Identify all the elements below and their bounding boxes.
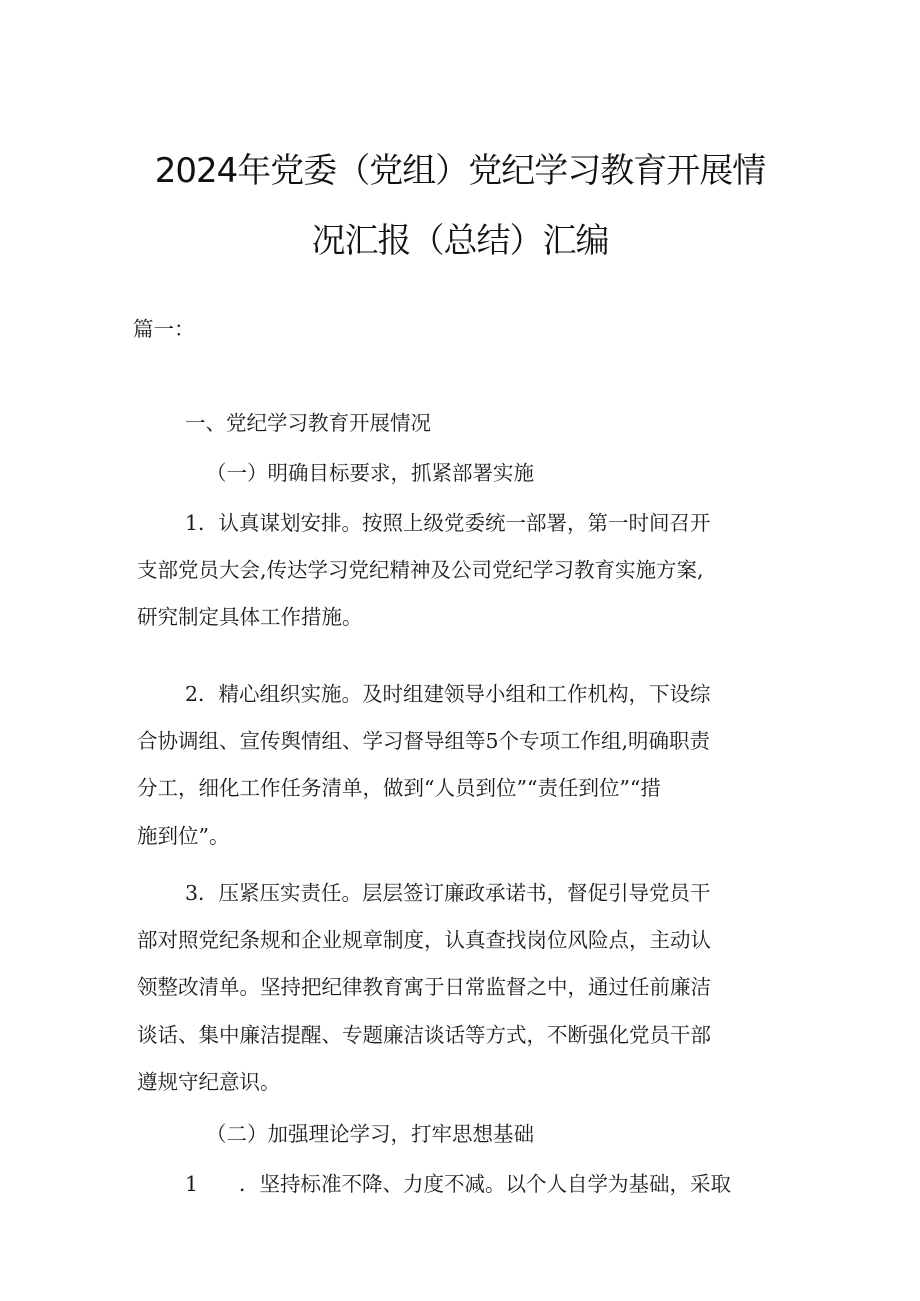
paragraph-line: 合协调组、宣传舆情组、学习督导组等5个专项工作组,明确职责 [137, 729, 711, 753]
paragraph-line: 谈话、集中廉洁提醒、专题廉洁谈话等方式，不断强化党员干部 [137, 1023, 711, 1047]
paragraph-line: 3．压紧压实责任。层层签订廉政承诺书，督促引导党员干 [185, 881, 711, 905]
paragraph-line: 施到位”。 [137, 824, 230, 848]
heading-level-1: 一、党纪学习教育开展情况 [185, 411, 431, 435]
paragraph-line: 1 ．坚持标准不降、力度不减。以个人自学为基础，采取 [185, 1172, 732, 1196]
heading-level-2: （一）明确目标要求，抓紧部署实施 [206, 461, 534, 485]
paragraph-line: 遵规守纪意识。 [137, 1070, 281, 1094]
paragraph-line: 分工，细化工作任务清单，做到“人员到位”“责任到位”“措 [137, 776, 661, 800]
heading-level-2: （二）加强理论学习，打牢思想基础 [206, 1122, 534, 1146]
section-label: 篇一： [133, 317, 195, 341]
paragraph-line: 2．精心组织实施。及时组建领导小组和工作机构，下设综 [185, 682, 711, 706]
document-title-line-2: 况汇报（总结）汇编 [311, 221, 609, 261]
paragraph-line: 研究制定具体工作措施。 [137, 605, 363, 629]
paragraph-line: 部对照党纪条规和企业规章制度，认真查找岗位风险点，主动认 [137, 928, 711, 952]
paragraph-line: 1．认真谋划安排。按照上级党委统一部署，第一时间召开 [185, 511, 711, 535]
document-title-line-1: 2024年党委（党组）党纪学习教育开展情 [154, 151, 766, 191]
paragraph-line: 领整改清单。坚持把纪律教育寓于日常监督之中，通过任前廉洁 [137, 975, 711, 999]
paragraph-line: 支部党员大会,传达学习党纪精神及公司党纪学习教育实施方案, [137, 558, 704, 582]
